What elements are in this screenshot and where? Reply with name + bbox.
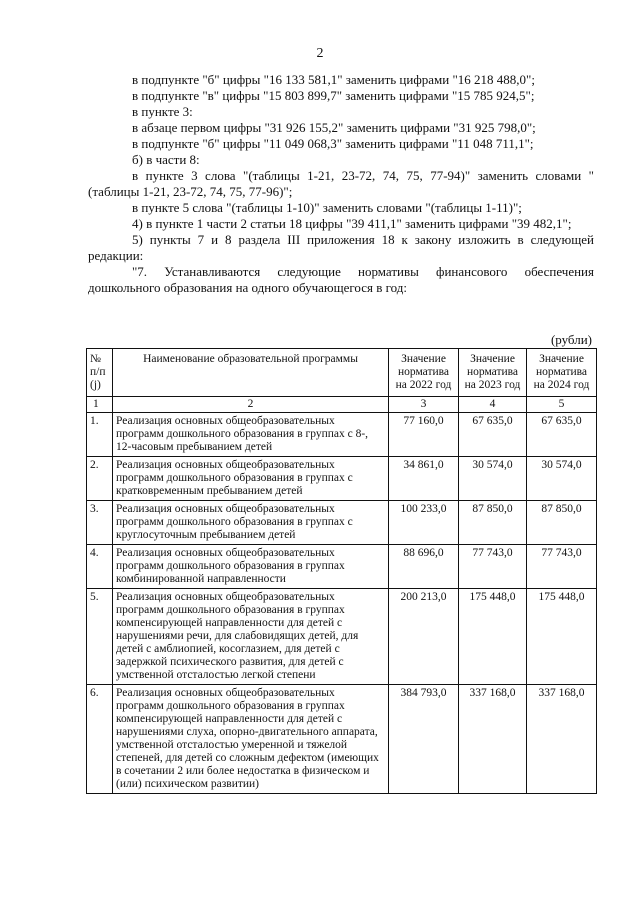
text-line: в пункте 5 слова "(таблицы 1-10)" заменить словами "(таблицы 1-11)"; [132,200,522,215]
norms-table [86,348,597,794]
column-number-row [87,397,597,413]
value-2023: 30 574,0 [459,457,527,501]
value-2022: 77 160,0 [389,413,459,457]
amendment-text [88,72,594,296]
page-number: 2 [316,46,324,61]
row-number: 6. [87,685,113,794]
value-2023: 337 168,0 [459,685,527,794]
value-2023: 87 850,0 [459,501,527,545]
header-program-name: Наименование образовательной программы [113,349,389,397]
text-line: в подпункте "б" цифры "11 049 068,3" заменить цифрами "11 048 711,1"; [132,136,534,151]
table-row [87,501,597,545]
row-number: 5. [87,589,113,685]
text-line: в пункте 3: [132,104,193,119]
table-row [87,685,597,794]
table-row [87,545,597,589]
table-body [87,413,597,794]
text-line: б) в части 8: [132,152,200,167]
value-2024: 77 743,0 [527,545,597,589]
value-2023: 77 743,0 [459,545,527,589]
row-number: 2. [87,457,113,501]
value-2024: 87 850,0 [527,501,597,545]
table-row [87,413,597,457]
unit-label: (рубли) [550,332,592,347]
value-2024: 67 635,0 [527,413,597,457]
value-2023: 67 635,0 [459,413,527,457]
column-number: 4 [459,397,527,413]
text-line: 4) в пункте 1 части 2 статьи 18 цифры "39 411,1" заменить цифрами "39 482,1"; [132,216,572,231]
column-number: 3 [389,397,459,413]
program-name: Реализация основных общеобразовательных программ дошкольного образования в группах с 8-, 12-часовым пребыванием детей [113,413,389,457]
value-2023: 175 448,0 [459,589,527,685]
table-row [87,457,597,501]
header-number: № п/п (j) [87,349,113,397]
program-name: Реализация основных общеобразовательных программ дошкольного образования в группах компенсирующей направленности для детей с нарушениями слуха, опорно-двигательного аппарата, умственной отсталостью умеренной и тяжелой степеней, для детей со сложным дефектом (имеющих в сочетании 2 или более недостатка в физическом и (или) психическом развитии) [113,685,389,794]
text-line: в подпункте "в" цифры "15 803 899,7" заменить цифрами "15 785 924,5"; [132,88,535,103]
text-line: в абзаце первом цифры "31 926 155,2" заменить цифрами "31 925 798,0"; [132,120,536,135]
text-line: в подпункте "б" цифры "16 133 581,1" заменить цифрами "16 218 488,0"; [132,72,535,87]
row-number: 3. [87,501,113,545]
text-line: в пункте 3 слова "(таблицы 1-21, 23-72, 74, 75, 77-94)" заменить словами "(таблицы 1-21, 23-72, 74, 75, 77-96)"; [88,168,594,199]
column-number: 2 [113,397,389,413]
text-line: 5) пункты 7 и 8 раздела III приложения 18 к закону изложить в следующей редакции: [88,232,594,263]
column-number: 1 [87,397,113,413]
row-number: 1. [87,413,113,457]
value-2022: 88 696,0 [389,545,459,589]
value-2022: 200 213,0 [389,589,459,685]
program-name: Реализация основных общеобразовательных программ дошкольного образования в группах с круглосуточным пребыванием детей [113,501,389,545]
row-number: 4. [87,545,113,589]
value-2022: 384 793,0 [389,685,459,794]
table-header-row [87,349,597,397]
program-name: Реализация основных общеобразовательных программ дошкольного образования в группах с кратковременным пребыванием детей [113,457,389,501]
value-2022: 34 861,0 [389,457,459,501]
text-line: "7. Устанавливаются следующие нормативы финансового обеспечения дошкольного образования на одного обучающегося в год: [88,264,594,295]
value-2024: 337 168,0 [527,685,597,794]
header-value-2024: Значение норматива на 2024 год [527,349,597,397]
program-name: Реализация основных общеобразовательных программ дошкольного образования в группах комбинированной направленности [113,545,389,589]
value-2022: 100 233,0 [389,501,459,545]
program-name: Реализация основных общеобразовательных программ дошкольного образования в группах компенсирующей направленности для детей с нарушениями речи, для слабовидящих детей, для детей с амблиопией, косоглазием, для детей с задержкой психического развития, для детей с умственной отсталостью легкой степени [113,589,389,685]
header-value-2023: Значение норматива на 2023 год [459,349,527,397]
table-row [87,589,597,685]
column-number: 5 [527,397,597,413]
value-2024: 30 574,0 [527,457,597,501]
value-2024: 175 448,0 [527,589,597,685]
header-value-2022: Значение норматива на 2022 год [389,349,459,397]
